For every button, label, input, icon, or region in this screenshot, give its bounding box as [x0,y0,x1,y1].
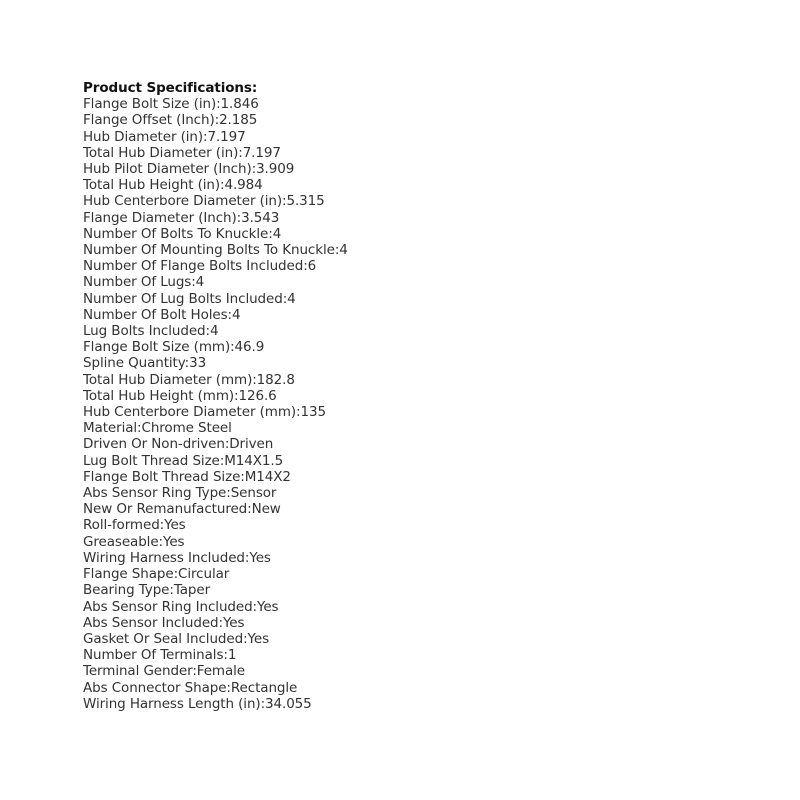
spec-line: Hub Centerbore Diameter (mm):135 [83,404,326,421]
spec-line: Number Of Flange Bolts Included:6 [83,258,317,275]
spec-line: Abs Sensor Ring Included:Yes [83,598,279,615]
spec-line: Hub Pilot Diameter (Inch):3.909 [83,161,295,178]
spec-line: Total Hub Height (in):4.984 [83,177,263,194]
spec-line: Hub Centerbore Diameter (in):5.315 [83,193,325,210]
spec-line: Terminal Gender:Female [83,663,246,680]
spec-line: Flange Diameter (Inch):3.543 [83,209,280,226]
specifications-list [83,96,723,712]
spec-line: Roll-formed:Yes [83,517,186,534]
spec-line: Number Of Bolt Holes:4 [83,306,241,323]
spec-line: Flange Offset (Inch):2.185 [83,112,258,129]
spec-line: Abs Connector Shape:Rectangle [83,679,298,696]
spec-line: Number Of Mounting Bolts To Knuckle:4 [83,242,348,259]
spec-line: Flange Shape:Circular [83,566,230,583]
spec-line: Total Hub Height (mm):126.6 [83,387,277,404]
spec-line: Abs Sensor Ring Type:Sensor [83,485,277,502]
spec-line: Number Of Terminals:1 [83,647,237,664]
spec-line: Wiring Harness Length (in):34.055 [83,695,312,712]
spec-line: Flange Bolt Size (in):1.846 [83,96,259,113]
spec-line: Flange Bolt Size (mm):46.9 [83,339,265,356]
spec-line: Number Of Lug Bolts Included:4 [83,290,296,307]
spec-line: Material:Chrome Steel [83,420,232,437]
product-specifications [83,80,723,712]
spec-line: Number Of Lugs:4 [83,274,205,291]
spec-line: New Or Remanufactured:New [83,501,281,518]
spec-line: Driven Or Non-driven:Driven [83,436,274,453]
spec-line: Hub Diameter (in):7.197 [83,128,246,145]
spec-line: Wiring Harness Included:Yes [83,549,271,566]
spec-line: Gasket Or Seal Included:Yes [83,630,270,647]
specifications-heading: Product Specifications: [83,80,258,96]
spec-line: Lug Bolts Included:4 [83,323,219,340]
spec-line: Greaseable:Yes [83,533,185,550]
spec-line: Abs Sensor Included:Yes [83,614,245,631]
spec-line: Total Hub Diameter (mm):182.8 [83,371,295,388]
spec-line: Flange Bolt Thread Size:M14X2 [83,468,291,485]
spec-line: Number Of Bolts To Knuckle:4 [83,225,282,242]
spec-line: Bearing Type:Taper [83,582,211,599]
spec-line: Spline Quantity:33 [83,355,207,372]
spec-line: Lug Bolt Thread Size:M14X1.5 [83,452,284,469]
spec-line: Total Hub Diameter (in):7.197 [83,144,281,161]
